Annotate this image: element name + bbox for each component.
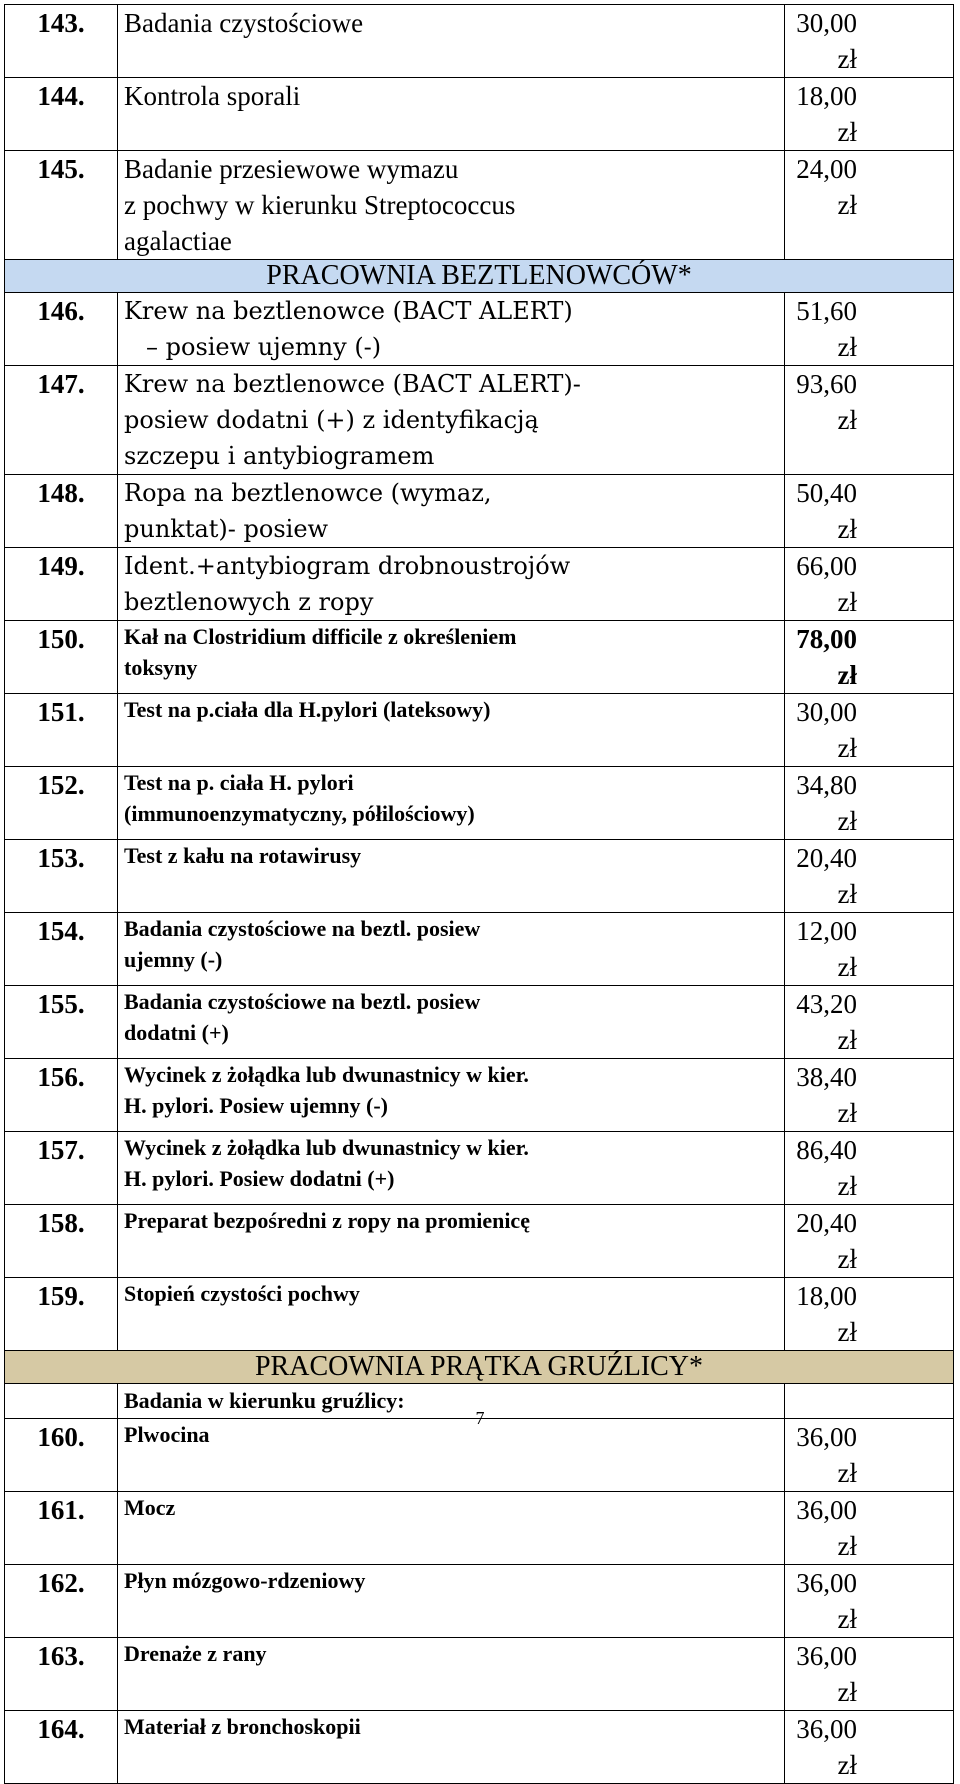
item-price: 86,40 zł	[785, 1132, 954, 1205]
item-number: 161.	[5, 1492, 118, 1565]
item-price: 30,00 zł	[785, 694, 954, 767]
section-title: PRACOWNIA PRĄTKA GRUŹLICY*	[5, 1351, 954, 1384]
item-description	[118, 1711, 785, 1784]
item-price: 36,00 zł	[785, 1492, 954, 1565]
description-line: Badania czystościowe na beztl. posiew	[124, 916, 481, 941]
description-line: Plwocina	[124, 1422, 210, 1447]
item-description	[118, 767, 785, 840]
item-number: 145.	[5, 151, 118, 260]
item-number: 147.	[5, 366, 118, 475]
item-price: 34,80 zł	[785, 767, 954, 840]
item-price: 51,60 zł	[785, 293, 954, 366]
section-header-anaerobes	[5, 260, 954, 293]
item-number: 154.	[5, 913, 118, 986]
description-line: Badania czystościowe	[124, 8, 364, 38]
description-line: Drenaże z rany	[124, 1641, 267, 1666]
table-row	[5, 1419, 954, 1492]
item-price: 43,20 zł	[785, 986, 954, 1059]
item-price: 38,40 zł	[785, 1059, 954, 1132]
item-description	[118, 1565, 785, 1638]
item-description	[118, 475, 785, 548]
table-row	[5, 151, 954, 260]
item-number: 143.	[5, 5, 118, 78]
item-number: 150.	[5, 621, 118, 694]
description-line: z pochwy w kierunku Streptococcus	[124, 190, 516, 220]
item-price: 36,00 zł	[785, 1565, 954, 1638]
table-row	[5, 913, 954, 986]
section-title: PRACOWNIA BEZTLENOWCÓW*	[5, 260, 954, 293]
item-number: 151.	[5, 694, 118, 767]
description-line: agalactiae	[124, 226, 232, 256]
subheading: Badania w kierunku gruźlicy:	[118, 1384, 785, 1419]
description-line: Test na p.ciała dla H.pylori (lateksowy)	[124, 697, 491, 722]
description-line: dodatni (+)	[124, 1020, 229, 1045]
description-line: ujemny (-)	[124, 947, 223, 972]
item-price: 20,40 zł	[785, 1205, 954, 1278]
description-line: H. pylori. Posiew ujemny (-)	[124, 1093, 388, 1118]
item-description	[118, 913, 785, 986]
item-description	[118, 1278, 785, 1351]
table-row	[5, 1278, 954, 1351]
description-line: Kał na Clostridium difficile z określeniem	[124, 624, 517, 649]
item-description	[118, 1492, 785, 1565]
description-line: Krew na beztlenowce (BACT ALERT)	[124, 297, 573, 325]
table-row	[5, 293, 954, 366]
description-line: Ident.+antybiogram drobnoustrojów	[124, 552, 571, 580]
item-description	[118, 1419, 785, 1492]
description-line: Wycinek z żołądka lub dwunastnicy w kier.	[124, 1135, 529, 1160]
table-row	[5, 366, 954, 475]
table-row	[5, 621, 954, 694]
description-line: Krew na beztlenowce (BACT ALERT)-	[124, 370, 581, 398]
table-row	[5, 1711, 954, 1784]
table-row	[5, 986, 954, 1059]
item-price: 36,00 zł	[785, 1419, 954, 1492]
table-row	[5, 1492, 954, 1565]
item-number: 163.	[5, 1638, 118, 1711]
description-line: H. pylori. Posiew dodatni (+)	[124, 1166, 395, 1191]
description-line: Badania czystościowe na beztl. posiew	[124, 989, 481, 1014]
item-number: 162.	[5, 1565, 118, 1638]
item-number: 155.	[5, 986, 118, 1059]
item-number: 156.	[5, 1059, 118, 1132]
description-line: Mocz	[124, 1495, 176, 1520]
item-price: 50,40 zł	[785, 475, 954, 548]
item-number: 144.	[5, 78, 118, 151]
item-price: 24,00 zł	[785, 151, 954, 260]
item-number: 153.	[5, 840, 118, 913]
item-description	[118, 293, 785, 366]
item-description	[118, 1205, 785, 1278]
item-description	[118, 5, 785, 78]
item-description	[118, 548, 785, 621]
item-description	[118, 1132, 785, 1205]
item-description	[118, 366, 785, 475]
item-description	[118, 986, 785, 1059]
price-list-table	[4, 4, 954, 1784]
item-price: 18,00 zł	[785, 78, 954, 151]
description-line: (immunoenzymatyczny, półilościowy)	[124, 801, 475, 826]
item-price: 20,40 zł	[785, 840, 954, 913]
description-line: Ropa na beztlenowce (wymaz,	[124, 479, 492, 507]
item-price: 36,00 zł	[785, 1711, 954, 1784]
table-row	[5, 5, 954, 78]
item-number: 149.	[5, 548, 118, 621]
description-line: punktat)- posiew	[124, 515, 329, 543]
item-description	[118, 1638, 785, 1711]
table-row	[5, 1059, 954, 1132]
item-price: 36,00 zł	[785, 1638, 954, 1711]
section-header-tuberculosis	[5, 1351, 954, 1384]
item-price: 78,00 zł	[785, 621, 954, 694]
description-line: toksyny	[124, 655, 198, 680]
description-line: Stopień czystości pochwy	[124, 1281, 360, 1306]
description-line: posiew dodatni (+) z identyfikacją	[124, 406, 539, 434]
description-line: Preparat bezpośredni z ropy na promienicę	[124, 1208, 530, 1233]
item-number: 160.	[5, 1419, 118, 1492]
item-number: 152.	[5, 767, 118, 840]
description-line: Test z kału na rotawirusy	[124, 843, 362, 868]
table-row	[5, 548, 954, 621]
item-number: 164.	[5, 1711, 118, 1784]
table-row	[5, 475, 954, 548]
description-line: Materiał z bronchoskopii	[124, 1714, 361, 1739]
table-row	[5, 694, 954, 767]
description-line: Płyn mózgowo-rdzeniowy	[124, 1568, 366, 1593]
description-line: Badanie przesiewowe wymazu	[124, 154, 459, 184]
description-line: Kontrola sporali	[124, 81, 301, 111]
table-row	[5, 1565, 954, 1638]
item-description	[118, 840, 785, 913]
description-line: – posiew ujemny (-)	[146, 333, 382, 361]
page-number: 7	[475, 1408, 485, 1428]
item-number: 146.	[5, 293, 118, 366]
table-row	[5, 1638, 954, 1711]
item-number: 157.	[5, 1132, 118, 1205]
item-number: 158.	[5, 1205, 118, 1278]
description-line: Test na p. ciała H. pylori	[124, 770, 354, 795]
description-line: Wycinek z żołądka lub dwunastnicy w kier.	[124, 1062, 529, 1087]
item-price: 18,00 zł	[785, 1278, 954, 1351]
item-price: 30,00 zł	[785, 5, 954, 78]
item-price: 12,00 zł	[785, 913, 954, 986]
item-price: 66,00 zł	[785, 548, 954, 621]
table-row	[5, 78, 954, 151]
table-row	[5, 1205, 954, 1278]
table-row	[5, 767, 954, 840]
price-list-body	[5, 5, 954, 1784]
item-description	[118, 78, 785, 151]
item-description	[118, 1059, 785, 1132]
description-line: szczepu i antybiogramem	[124, 442, 435, 470]
item-description	[118, 694, 785, 767]
item-number: 148.	[5, 475, 118, 548]
description-line: beztlenowych z ropy	[124, 588, 374, 616]
table-row	[5, 840, 954, 913]
item-number: 159.	[5, 1278, 118, 1351]
item-description	[118, 621, 785, 694]
item-price: 93,60 zł	[785, 366, 954, 475]
item-description	[118, 151, 785, 260]
table-row	[5, 1132, 954, 1205]
